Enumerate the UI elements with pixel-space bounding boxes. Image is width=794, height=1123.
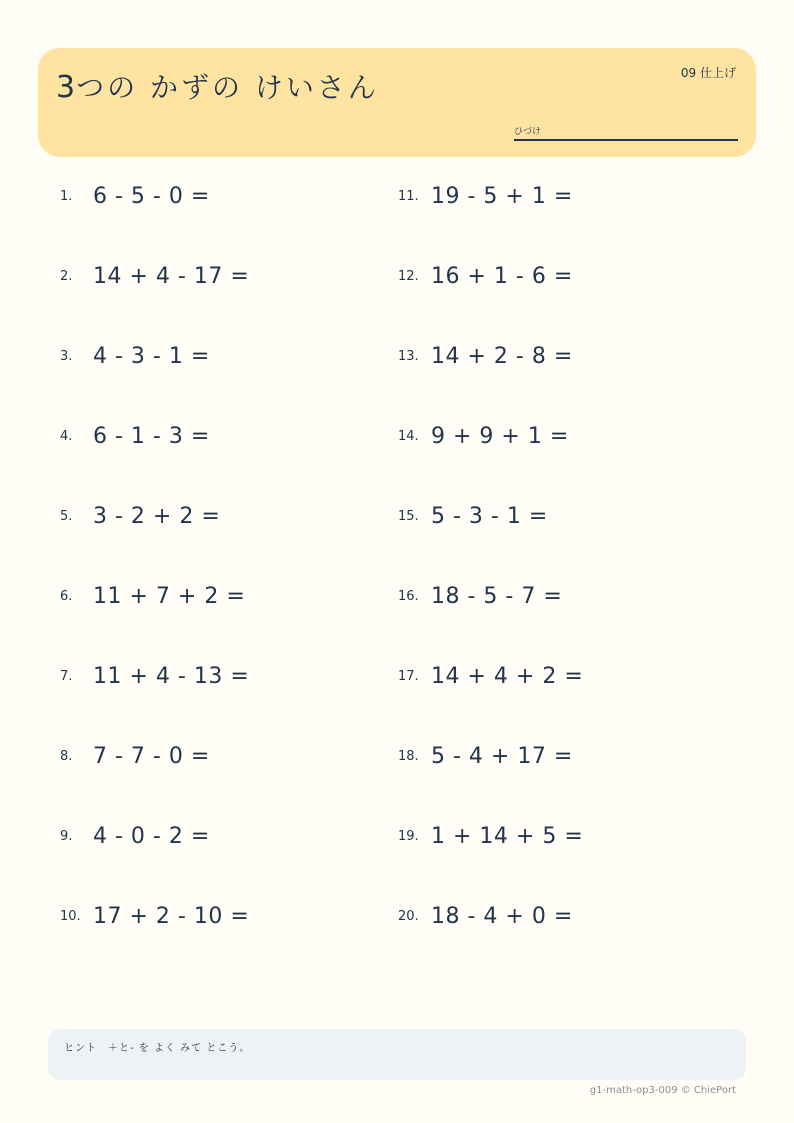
- problem-number: 18.: [398, 749, 419, 764]
- problem-item: [60, 664, 250, 696]
- problem-expression: 11 + 4 - 13 =: [93, 664, 250, 689]
- problem-number: 16.: [398, 589, 419, 604]
- problem-number: 11.: [398, 189, 419, 204]
- problem-expression: 16 + 1 - 6 =: [431, 264, 573, 289]
- problem-number: 10.: [60, 909, 81, 924]
- problem-item: [398, 184, 573, 216]
- problem-item: [60, 824, 210, 856]
- problem-item: [398, 824, 584, 856]
- problem-expression: 7 - 7 - 0 =: [93, 744, 210, 769]
- problem-item: [398, 344, 573, 376]
- problem-item: [60, 344, 210, 376]
- problem-number: 6.: [60, 589, 73, 604]
- problem-expression: 18 - 5 - 7 =: [431, 584, 563, 609]
- hint-box: [48, 1029, 746, 1080]
- hint-text: ヒント ＋と- を よく みて とこう。: [64, 1043, 251, 1054]
- problem-number: 5.: [60, 509, 73, 524]
- problem-item: [60, 424, 210, 456]
- problem-expression: 6 - 5 - 0 =: [93, 184, 210, 209]
- problem-number: 13.: [398, 349, 419, 364]
- footer-credit: g1-math-op3-009 © ChiePort: [589, 1085, 736, 1096]
- problem-item: [60, 744, 210, 776]
- problem-number: 2.: [60, 269, 73, 284]
- problem-number: 8.: [60, 749, 73, 764]
- problem-item: [60, 184, 210, 216]
- problem-number: 14.: [398, 429, 419, 444]
- title-text: つの かずの けいさん: [76, 71, 379, 104]
- problem-expression: 18 - 4 + 0 =: [431, 904, 573, 929]
- problem-expression: 6 - 1 - 3 =: [93, 424, 210, 449]
- problem-number: 1.: [60, 189, 73, 204]
- date-label: ひづけ: [514, 127, 542, 137]
- problem-expression: 9 + 9 + 1 =: [431, 424, 569, 449]
- problem-item: [398, 424, 569, 456]
- problem-number: 19.: [398, 829, 419, 844]
- problem-expression: 5 - 3 - 1 =: [431, 504, 548, 529]
- problem-number: 3.: [60, 349, 73, 364]
- problem-item: [398, 664, 584, 696]
- problem-item: [398, 504, 548, 536]
- problem-expression: 4 - 3 - 1 =: [93, 344, 210, 369]
- problem-expression: 17 + 2 - 10 =: [93, 904, 250, 929]
- problem-item: [398, 904, 573, 936]
- problem-expression: 14 + 2 - 8 =: [431, 344, 573, 369]
- title-number: 3: [56, 70, 77, 105]
- problem-item: [398, 744, 573, 776]
- problem-item: [60, 264, 250, 296]
- problem-number: 15.: [398, 509, 419, 524]
- problem-item: [60, 504, 221, 536]
- problem-number: 9.: [60, 829, 73, 844]
- problem-number: 20.: [398, 909, 419, 924]
- problem-item: [60, 904, 250, 936]
- problem-expression: 14 + 4 + 2 =: [431, 664, 584, 689]
- problem-number: 7.: [60, 669, 73, 684]
- problem-item: [60, 584, 246, 616]
- problem-number: 12.: [398, 269, 419, 284]
- problem-expression: 4 - 0 - 2 =: [93, 824, 210, 849]
- problem-expression: 11 + 7 + 2 =: [93, 584, 246, 609]
- problem-number: 17.: [398, 669, 419, 684]
- problem-expression: 5 - 4 + 17 =: [431, 744, 573, 769]
- set-label: 09 仕上げ: [680, 66, 736, 80]
- problem-expression: 19 - 5 + 1 =: [431, 184, 573, 209]
- problem-item: [398, 264, 573, 296]
- problem-expression: 3 - 2 + 2 =: [93, 504, 221, 529]
- problem-item: [398, 584, 563, 616]
- problem-number: 4.: [60, 429, 73, 444]
- problem-expression: 14 + 4 - 17 =: [93, 264, 250, 289]
- problem-expression: 1 + 14 + 5 =: [431, 824, 584, 849]
